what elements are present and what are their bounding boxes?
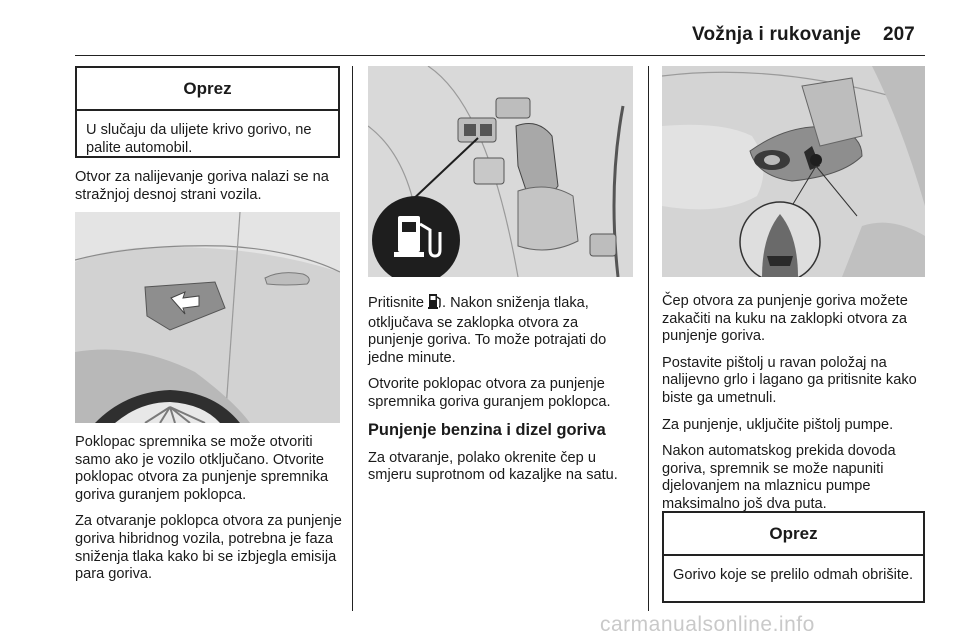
paragraph: Postavite pištolj u ravan položaj na nalijevno grlo i lagano ga pritisnite kako biste ga umetnuli. xyxy=(662,354,917,406)
paragraph: Za otvaranje poklopca otvora za punjenje goriva hibridnog vozila, potrebna je faza sniženja tlaka kako bi se izbjegla emisija para goriva. xyxy=(75,513,342,583)
caution-title: Oprez xyxy=(664,513,923,556)
column-1 xyxy=(75,66,340,213)
paragraph: Otvorite poklopac otvora za punjenje spremnika goriva guranjem poklopca. xyxy=(368,376,611,410)
fuel-door-figure xyxy=(75,212,340,423)
paragraph: Otvor za nalijevanje goriva nalazi se na stražnjoj desnoj strani vozila. xyxy=(75,169,329,203)
paragraph-text: . Nakon sniženja tlaka, otključava se zaklopka otvora za punjenje goriva. To može potrajati do jedne minute. xyxy=(368,295,607,366)
paragraph: Čep otvora za punjenje goriva možete zakačiti na kuku na zaklopki otvora za punjenje goriva. xyxy=(662,293,908,345)
caution-box xyxy=(75,66,340,158)
paragraph: Za punjenje, uključite pištolj pumpe. xyxy=(662,416,894,433)
fuel-pump-icon xyxy=(428,293,442,315)
column-3 xyxy=(662,293,932,523)
caution-box xyxy=(662,511,925,603)
column-separator xyxy=(648,66,649,611)
watermark: carmanualsonline.info xyxy=(600,613,815,636)
column-2 xyxy=(368,293,636,494)
section-heading: Punjenje benzina i dizel goriva xyxy=(368,420,606,439)
caution-text: Gorivo koje se prelilo odmah obrišite. xyxy=(673,567,914,583)
paragraph-text: Pritisnite xyxy=(368,295,429,311)
caution-title: Oprez xyxy=(77,68,338,111)
paragraph-with-icon xyxy=(368,293,636,367)
paragraph: Nakon automatskog prekida dovoda goriva, spremnik se može napuniti djelovanjem na mlaznicu pumpe maksimalno još dva puta. xyxy=(662,443,896,512)
header-rule xyxy=(75,55,925,56)
paragraph: Poklopac spremnika se može otvoriti samo ako je vozilo otključano. Otvorite poklopac otvora za punjenje spremnika goriva guranjem poklopca. xyxy=(75,434,329,503)
page-header-title: Vožnja i rukovanje xyxy=(692,24,862,45)
column-separator xyxy=(352,66,353,611)
paragraph: Za otvaranje, polako okrenite čep u smjeru suprotnom od kazaljke na satu. xyxy=(368,449,618,484)
column-1-lower xyxy=(75,434,343,593)
center-console-figure xyxy=(368,66,633,277)
caution-text: U slučaju da ulijete krivo gorivo, ne palite automobil. xyxy=(86,122,312,156)
fuel-cap-figure xyxy=(662,66,925,277)
page-number: 207 xyxy=(883,24,915,45)
